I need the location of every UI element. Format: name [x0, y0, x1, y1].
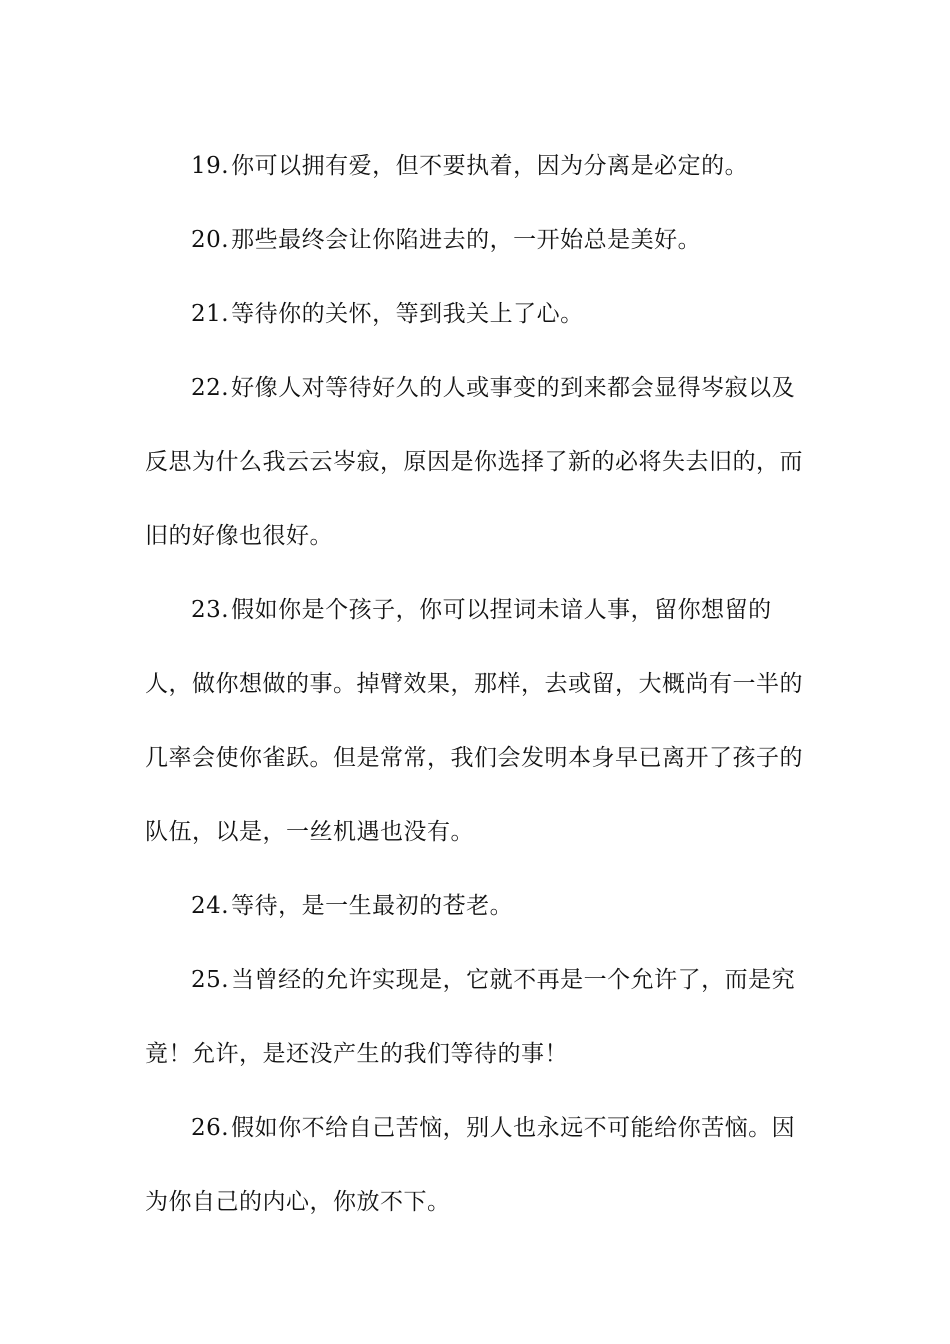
paragraph-23 — [145, 573, 815, 869]
paragraph-number: 21. — [191, 301, 230, 327]
paragraph-number: 22. — [191, 375, 230, 401]
document-body — [145, 129, 815, 1239]
paragraph-number: 24. — [191, 893, 230, 919]
paragraph-25 — [145, 943, 815, 1091]
paragraph-22 — [145, 351, 815, 573]
paragraph-text: 假如你是个孩子，你可以捏词未谙人事，留你想留的人，做你想做的事。掉臂效果，那样，去或留，大概尚有一半的几率会使你雀跃。但是常常，我们会发明本身早已离开了孩子的队伍，以是，一丝机遇也没有。 — [145, 597, 803, 845]
paragraph-text: 当曾经的允许实现是，它就不再是一个允许了，而是究竟！允许，是还没产生的我们等待的事！ — [145, 967, 796, 1067]
paragraph-text: 那些最终会让你陷进去的，一开始总是美好。 — [231, 227, 702, 253]
paragraph-24 — [145, 869, 815, 943]
paragraph-26 — [145, 1091, 815, 1239]
paragraph-number: 19. — [191, 153, 230, 179]
paragraph-text: 你可以拥有爱，但不要执着，因为分离是必定的。 — [231, 153, 749, 179]
paragraph-number: 23. — [191, 597, 230, 623]
paragraph-number: 20. — [191, 227, 230, 253]
paragraph-21 — [145, 277, 815, 351]
paragraph-number: 25. — [191, 967, 230, 993]
paragraph-text: 等待你的关怀，等到我关上了心。 — [231, 301, 584, 327]
paragraph-text: 好像人对等待好久的人或事变的到来都会显得岑寂以及反思为什么我云云岑寂，原因是你选择了新的必将失去旧的，而旧的好像也很好。 — [145, 375, 803, 549]
paragraph-text: 等待，是一生最初的苍老。 — [231, 893, 514, 919]
paragraph-19 — [145, 129, 815, 203]
paragraph-text: 假如你不给自己苦恼，别人也永远不可能给你苦恼。因为你自己的内心，你放不下。 — [145, 1115, 796, 1215]
paragraph-number: 26. — [191, 1115, 230, 1141]
paragraph-20 — [145, 203, 815, 277]
